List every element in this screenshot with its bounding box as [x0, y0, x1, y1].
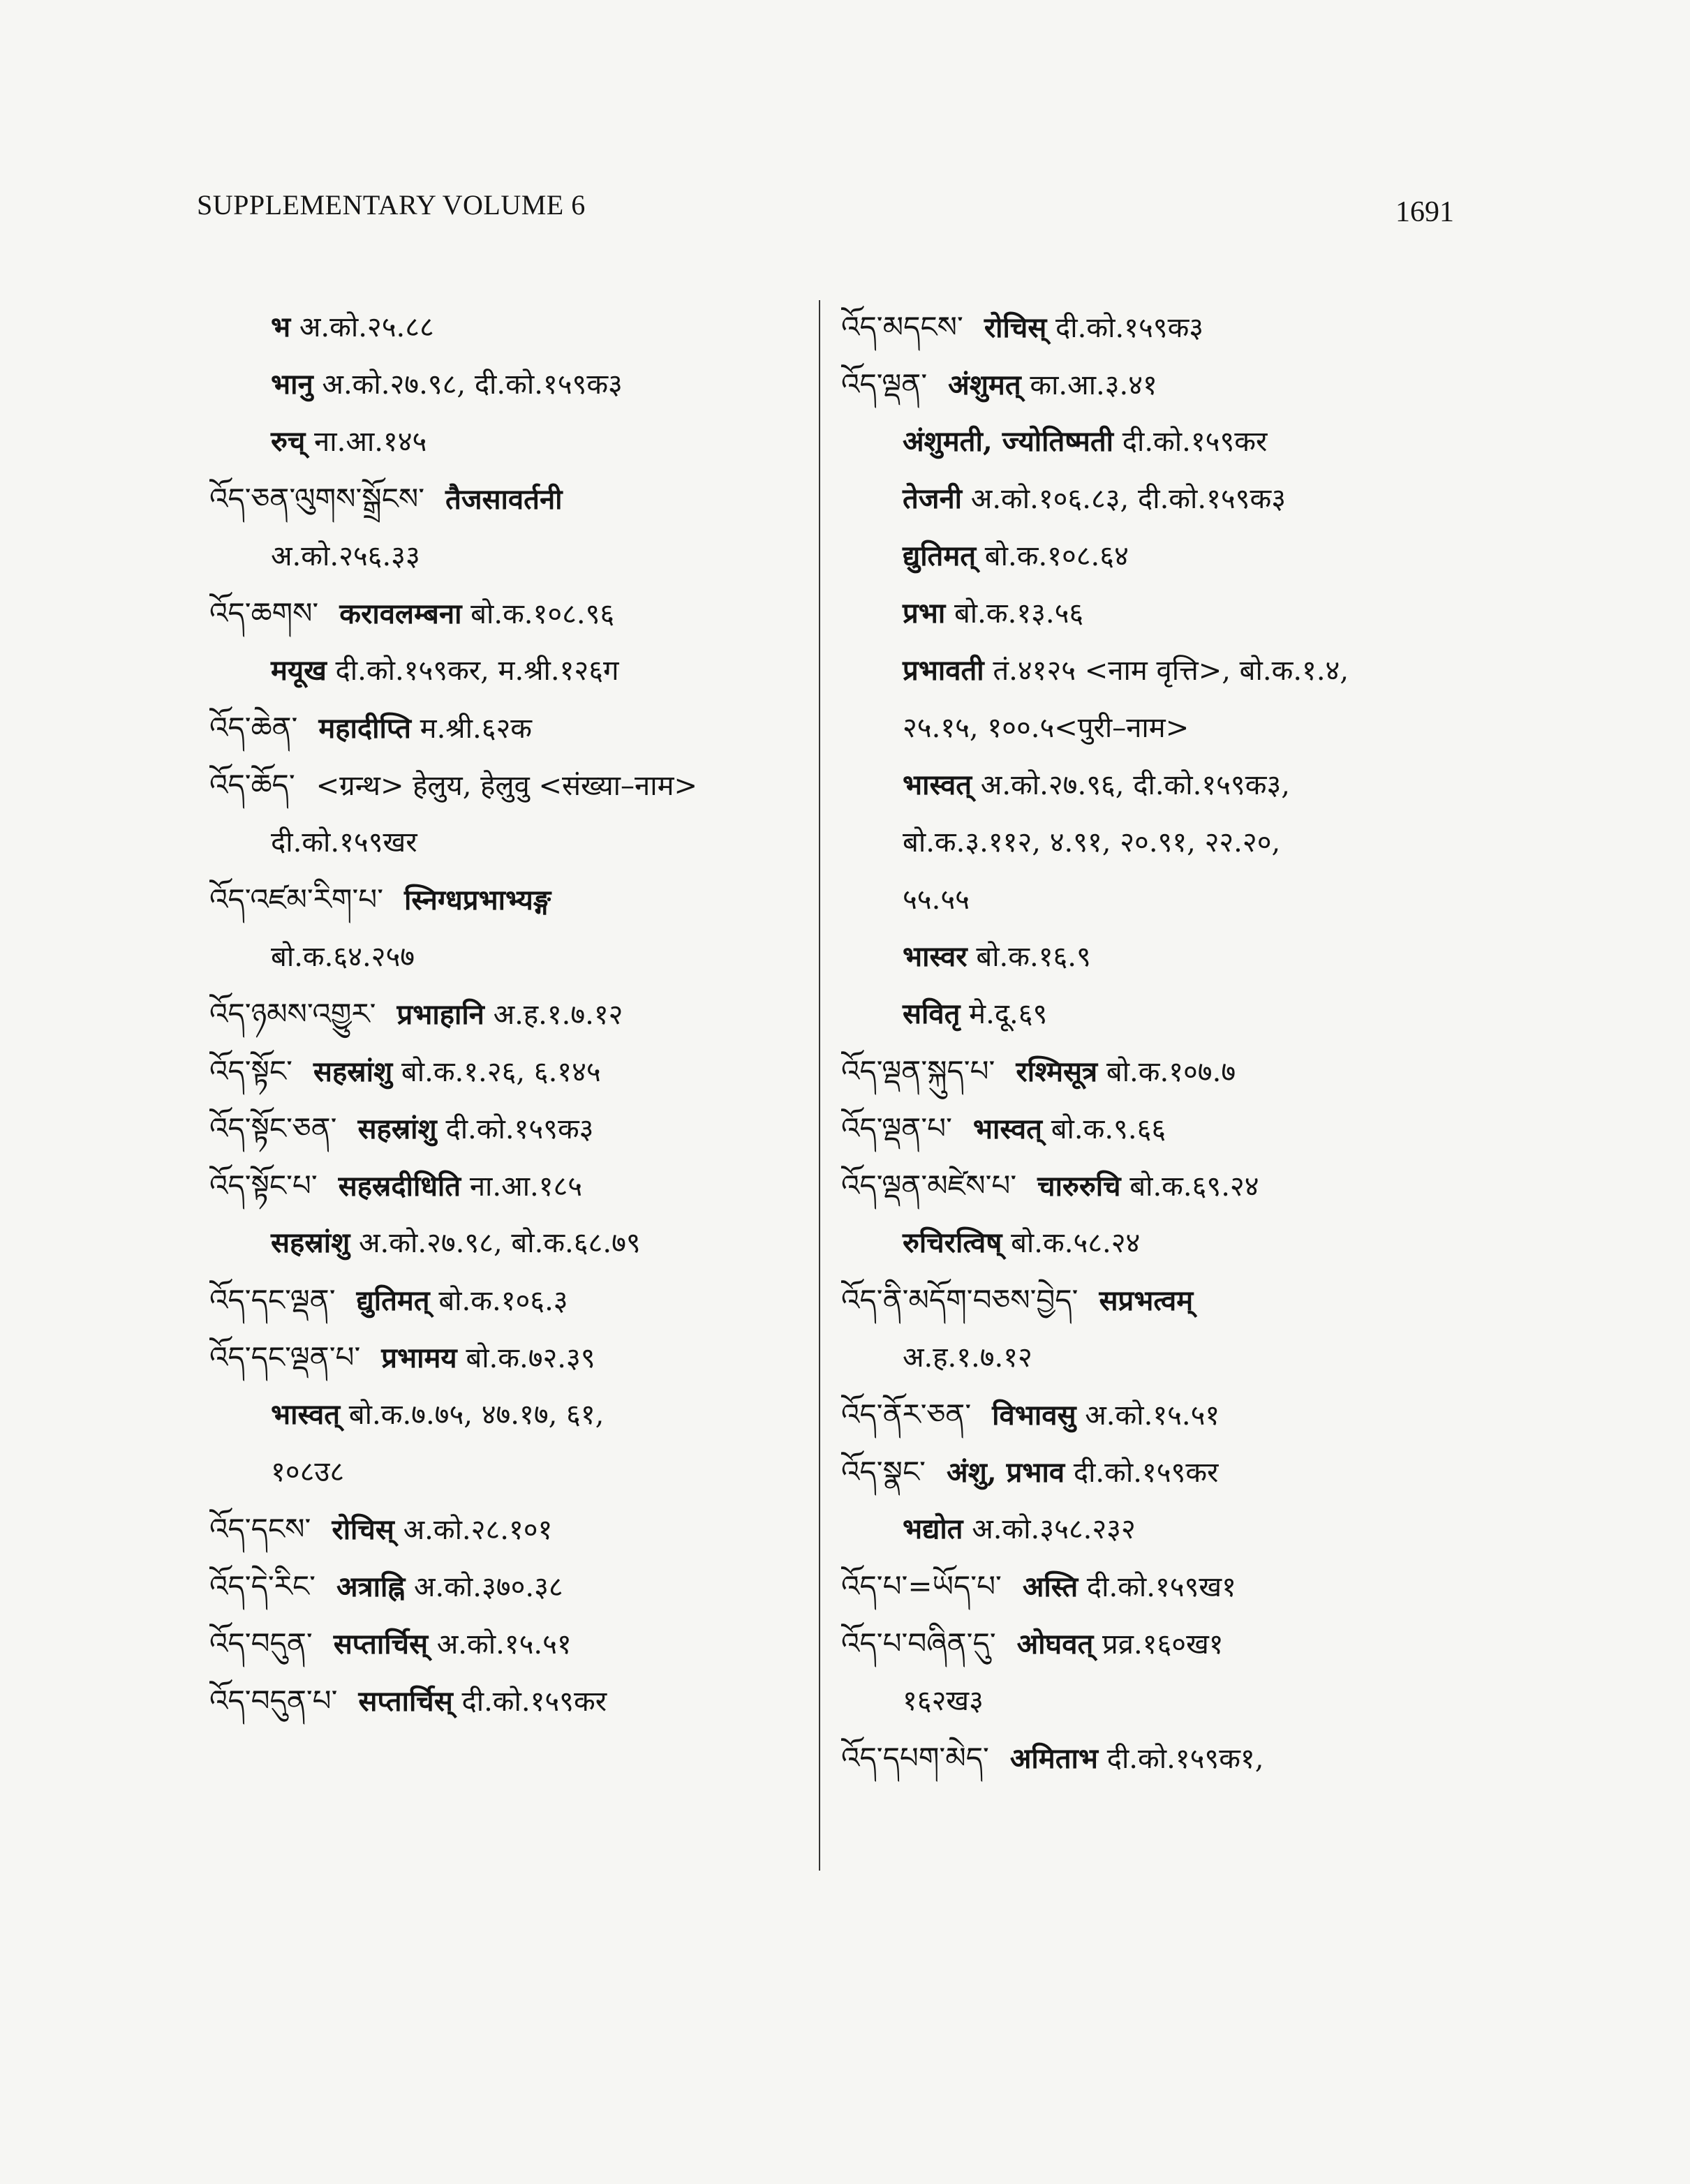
tibetan-headword: འོད་དངས་ [209, 1512, 311, 1546]
dictionary-line [209, 528, 817, 585]
source-reference: अ.को.२८.१०१ [394, 1514, 553, 1546]
sanskrit-equivalent: सहस्रदीधिति [338, 1170, 461, 1203]
source-reference: अ.ह.१.७.१२ [903, 1342, 1032, 1374]
source-reference: १६२ख३ [903, 1685, 984, 1717]
source-reference: बो.क.६४.२५७ [271, 941, 415, 973]
tibetan-headword: འོད་བདུན་ [209, 1626, 313, 1661]
sanskrit-equivalent: करावलम्बना [339, 597, 462, 630]
sanskrit-equivalent: विभावसु [992, 1399, 1076, 1432]
dictionary-line [209, 928, 817, 986]
dictionary-line [209, 757, 817, 814]
source-reference: दी.को.१५९क१, [1097, 1743, 1264, 1775]
dictionary-line [209, 356, 817, 413]
sanskrit-equivalent: अमिताभ [1009, 1742, 1098, 1775]
source-reference: बो.क.६९.२४ [1120, 1171, 1259, 1203]
sanskrit-equivalent: मयूख [271, 654, 327, 687]
source-reference: अ.को.३५८.२३२ [963, 1513, 1136, 1545]
tibetan-headword: འོད་ཉམས་འགྱུར་ [209, 997, 376, 1031]
source-reference: अ.को.१५.५१ [428, 1628, 572, 1661]
dictionary-line [841, 1100, 1469, 1157]
dictionary-line [209, 299, 817, 356]
dictionary-line [841, 986, 1469, 1043]
tibetan-headword: འོད་ནི་མདོག་བཅས་བྱེད་ [841, 1283, 1079, 1317]
column-divider [819, 300, 820, 1871]
source-reference: अ.को.२७.९८, दी.को.१५९क३ [313, 369, 623, 401]
source-reference: ५५.५५ [903, 884, 970, 916]
source-reference: बो.क.१६.९ [967, 941, 1091, 973]
tibetan-headword: འོད་ལྡན་པ་ [841, 1111, 952, 1145]
tibetan-headword: འོད་ལྡན་ [841, 367, 928, 401]
source-reference: बो.क.१०८.९६ [461, 598, 615, 630]
tibetan-headword: འོད་བདུན་པ་ [209, 1684, 338, 1718]
tibetan-headword: འོད་ཆགས་ [209, 596, 319, 630]
dictionary-line [209, 986, 817, 1043]
source-reference: बो.क.१.२६, ६.१४५ [392, 1056, 601, 1088]
dictionary-line [841, 1386, 1469, 1443]
source-reference: २५.१५, १००.५<पुरी–नाम> [903, 712, 1189, 744]
source-reference: दी.को.१५९ख१ [1078, 1571, 1236, 1603]
dictionary-line [841, 642, 1469, 699]
dictionary-line [209, 1214, 817, 1272]
tibetan-headword: འོད་ནོར་ཅན་ [841, 1397, 972, 1432]
dictionary-line [841, 814, 1469, 871]
source-reference: अ.को.३७०.३८ [405, 1571, 563, 1603]
source-reference: अ.को.१५.५१ [1076, 1399, 1220, 1432]
source-reference: अ.को.२७.९६, दी.को.१५९क३, [972, 769, 1290, 801]
source-reference: दी.को.१५९खर [271, 826, 417, 859]
dictionary-line [209, 642, 817, 699]
sanskrit-equivalent: चारुरुचि [1037, 1170, 1121, 1203]
dictionary-line [841, 528, 1469, 585]
sanskrit-equivalent: सहस्रांशु [313, 1055, 393, 1088]
dictionary-line [209, 1043, 817, 1100]
dictionary-line [841, 871, 1469, 928]
running-head: SUPPLEMENTARY VOLUME 6 [197, 189, 586, 221]
sanskrit-equivalent: तेजनी [903, 482, 963, 515]
sanskrit-equivalent: सहस्रांशु [357, 1113, 437, 1145]
dictionary-line [209, 871, 817, 928]
dictionary-line [209, 1386, 817, 1443]
dictionary-line [841, 699, 1469, 757]
sanskrit-equivalent: प्रभा [903, 597, 946, 630]
dictionary-line [841, 1501, 1469, 1558]
tibetan-headword: འོད་ཆོད་ [209, 768, 295, 802]
dictionary-line [841, 585, 1469, 642]
dictionary-line [841, 1443, 1469, 1501]
source-reference: का.आ.३.४१ [1021, 369, 1157, 401]
source-reference: ना.आ.१४५ [305, 426, 427, 458]
dictionary-line [209, 470, 817, 528]
sanskrit-equivalent: अस्ति [1022, 1570, 1079, 1603]
sanskrit-equivalent: भास्वत् [271, 1398, 341, 1431]
source-reference: बो.क.५८.२४ [1002, 1227, 1141, 1259]
source-reference: बो.क.७२.३९ [457, 1342, 595, 1374]
tibetan-headword: འོད་དང་ལྡན་པ་ [209, 1340, 361, 1374]
sanskrit-equivalent: भद्योत [903, 1513, 963, 1545]
dictionary-line [841, 1043, 1469, 1100]
dictionary-line [209, 1272, 817, 1329]
source-reference: अ.को.२७.९८, बो.क.६८.७९ [350, 1227, 641, 1259]
page-number: 1691 [1395, 196, 1454, 228]
sanskrit-equivalent: स्निग्धप्रभाभ्यङ्ग [404, 884, 551, 916]
source-reference: दी.को.१५९क३ [436, 1113, 594, 1145]
source-reference: मे.दू.६९ [960, 998, 1048, 1030]
dictionary-line [209, 1501, 817, 1558]
tibetan-headword: འོད་དཔག་མེད་ [841, 1741, 989, 1775]
tibetan-headword: འོད་དང་ལྡན་ [209, 1283, 336, 1317]
source-reference: दी.को.१५९कर, म.श्री.१२६ग [326, 655, 619, 687]
dictionary-line [841, 928, 1469, 986]
sanskrit-equivalent: द्युतिमत् [903, 540, 977, 572]
dictionary-line [841, 413, 1469, 470]
tibetan-headword: འོད་པ་བཞིན་དུ་ [841, 1626, 996, 1661]
tibetan-headword: འོད་ལྡན་མཛེས་པ་ [841, 1168, 1017, 1203]
left-column [209, 299, 817, 1730]
dictionary-line [209, 1615, 817, 1672]
tibetan-headword: འོད་ཆེན་ [209, 711, 298, 745]
sanskrit-equivalent: अत्राह्नि [336, 1570, 406, 1603]
dictionary-line [841, 1329, 1469, 1386]
dictionary-line [209, 1329, 817, 1386]
dictionary-line [841, 1672, 1469, 1730]
source-reference: दी.को.१५९कर [1113, 426, 1268, 458]
dictionary-line [209, 699, 817, 757]
sanskrit-equivalent: सप्तार्चिस् [358, 1685, 453, 1718]
dictionary-line [841, 1214, 1469, 1272]
dictionary-line [841, 1157, 1469, 1214]
right-column [841, 299, 1469, 1787]
dictionary-line [841, 1272, 1469, 1329]
sanskrit-equivalent: रुच् [271, 425, 306, 458]
sanskrit-equivalent: सवितृ [903, 997, 961, 1030]
sanskrit-equivalent: रुचिरत्विष् [903, 1226, 1002, 1259]
source-reference: <ग्रन्थ> हेलुय, हेलुवु <संख्या–नाम> [316, 770, 698, 802]
dictionary-line [841, 356, 1469, 413]
sanskrit-equivalent: प्रभाहानि [396, 998, 484, 1031]
sanskrit-equivalent: सप्तार्चिस् [333, 1628, 429, 1661]
dictionary-line [209, 1157, 817, 1214]
sanskrit-equivalent: रोचिस् [332, 1513, 394, 1546]
dictionary-line [841, 1558, 1469, 1615]
tibetan-headword: འོད་ལྡན་སྐུད་པ་ [841, 1054, 995, 1088]
source-reference: बो.क.१०६.३ [429, 1285, 568, 1317]
sanskrit-equivalent: सहस्रांशु [271, 1226, 350, 1259]
sanskrit-equivalent: तैजसावर्तनी [445, 483, 563, 516]
tibetan-headword: འོད་ཅན་ལུགས་སྒྲོངས་ [209, 482, 425, 516]
source-reference: बो.क.७.७५, ४७.१७, ६१, [340, 1399, 605, 1431]
sanskrit-equivalent: अंशुमत् [948, 369, 1021, 401]
sanskrit-equivalent: द्युतिमत् [356, 1284, 430, 1317]
source-reference: बो.क.१०७.७ [1097, 1056, 1236, 1088]
tibetan-headword: འོད་མདངས་ [841, 310, 963, 344]
tibetan-headword: འོད་འཛམ་རིག་པ་ [209, 882, 384, 916]
sanskrit-equivalent: प्रभावती [903, 654, 984, 687]
source-reference: प्रव्र.१६०ख१ [1093, 1628, 1224, 1661]
sanskrit-equivalent: अंशुमती, ज्योतिष्मती [903, 425, 1114, 458]
sanskrit-equivalent: ओघवत् [1016, 1628, 1094, 1661]
source-reference: अ.ह.१.७.१२ [484, 999, 623, 1031]
sanskrit-equivalent: सप्रभत्वम् [1099, 1284, 1194, 1317]
sanskrit-equivalent: भास्वत् [972, 1113, 1042, 1145]
source-reference: तं.४१२५ <नाम वृत्ति>, बो.क.१.४, [984, 655, 1349, 687]
dictionary-line [209, 1100, 817, 1157]
dictionary-line [841, 470, 1469, 528]
source-reference: अ.को.२५.८८ [290, 311, 434, 343]
tibetan-headword: འོད་སྟོང་ཅན་ [209, 1111, 337, 1145]
sanskrit-equivalent: भास्वत् [903, 768, 972, 801]
dictionary-line [209, 585, 817, 642]
tibetan-headword: འོད་སྟོང་པ་ [209, 1168, 318, 1203]
source-reference: १०८उ८ [271, 1456, 345, 1488]
source-reference: दी.को.१५९कर [1065, 1457, 1219, 1489]
tibetan-headword: འོད་སྣང་ [841, 1455, 926, 1489]
tibetan-headword: འོད་པ་=ཡོད་པ་ [841, 1569, 1002, 1603]
tibetan-headword: འོད་སྟོང་ [209, 1054, 292, 1088]
sanskrit-equivalent: रोचिस् [984, 311, 1047, 344]
dictionary-line [841, 1615, 1469, 1672]
sanskrit-equivalent: भास्वर [903, 940, 968, 973]
sanskrit-equivalent: रश्मिसूत्र [1016, 1055, 1098, 1088]
sanskrit-equivalent: भ [271, 311, 291, 343]
source-reference: दी.को.१५९क३ [1046, 312, 1204, 344]
dictionary-line [209, 1558, 817, 1615]
dictionary-line [209, 814, 817, 871]
dictionary-line [841, 299, 1469, 356]
source-reference: अ.को.२५६.३३ [271, 540, 420, 572]
sanskrit-equivalent: अंशु, प्रभाव [947, 1456, 1065, 1489]
dictionary-line [209, 413, 817, 470]
dictionary-line [841, 1730, 1469, 1787]
source-reference: बो.क.३.११२, ४.९१, २०.९१, २२.२०, [903, 826, 1281, 859]
source-reference: अ.को.१०६.८३, दी.को.१५९क३ [962, 483, 1287, 515]
source-reference: ना.आ.१८५ [461, 1171, 583, 1203]
source-reference: बो.क.१०८.६४ [976, 540, 1129, 572]
dictionary-line [841, 757, 1469, 814]
dictionary-line [209, 1672, 817, 1730]
source-reference: दी.को.१५९कर [452, 1686, 607, 1718]
sanskrit-equivalent: महादीप्ति [318, 712, 411, 745]
sanskrit-equivalent: भानु [271, 368, 313, 401]
source-reference: बो.क.९.६६ [1042, 1113, 1166, 1145]
sanskrit-equivalent: प्रभामय [381, 1342, 457, 1374]
source-reference: बो.क.१३.५६ [945, 597, 1084, 630]
dictionary-line [209, 1443, 817, 1501]
tibetan-headword: འོད་དེ་རིང་ [209, 1569, 316, 1603]
source-reference: म.श्री.६२क [410, 713, 533, 745]
